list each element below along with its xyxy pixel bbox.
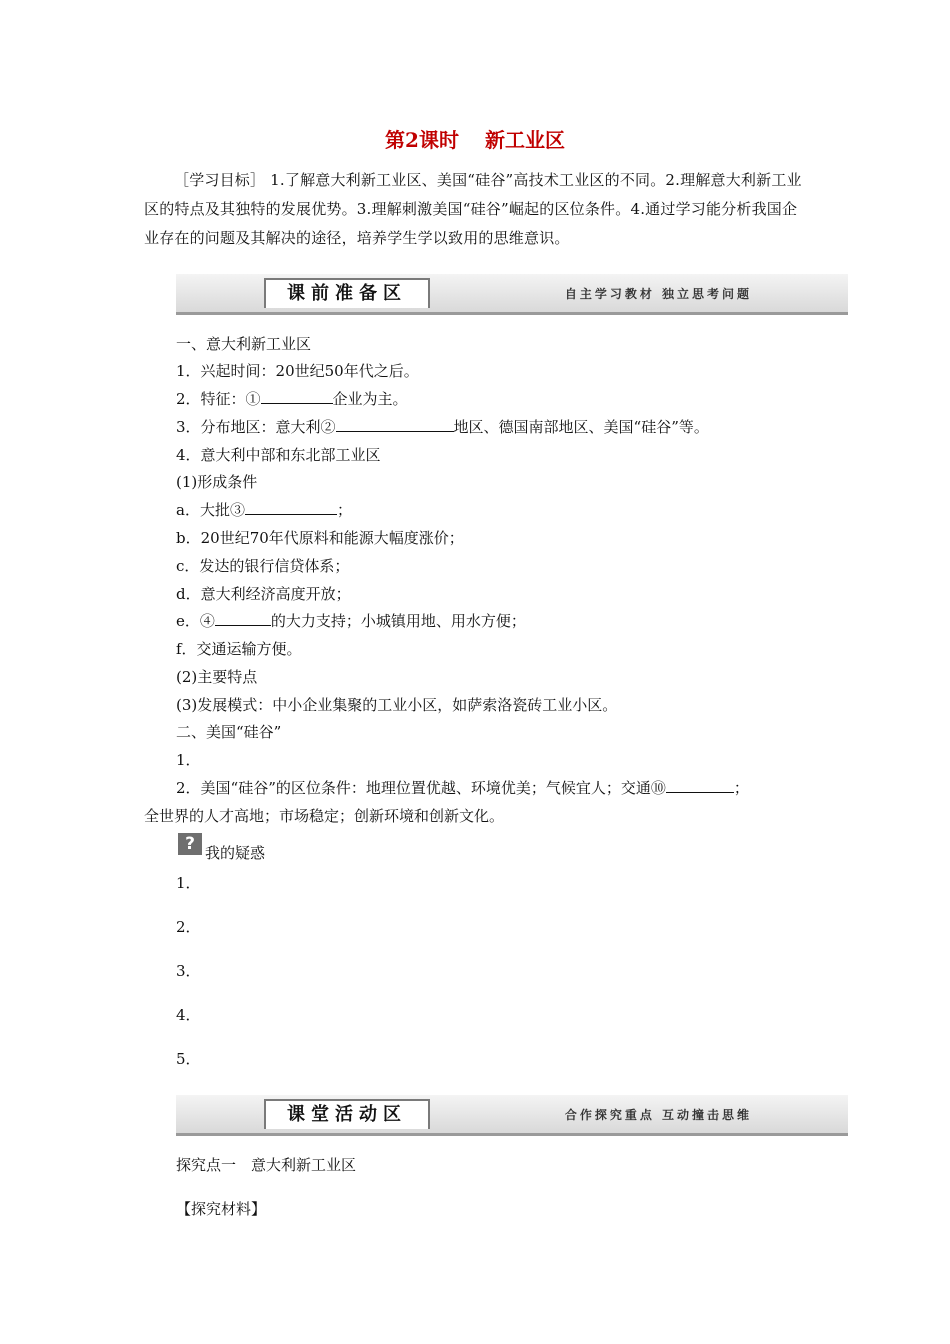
fill-blank[interactable] [336, 417, 454, 432]
section-banner-class [176, 1095, 848, 1136]
doubt-item: 4． [176, 1006, 201, 1024]
list-item: 4．意大利中部和东北部工业区 [176, 446, 381, 464]
section-banner-prep [176, 274, 848, 315]
fill-blank[interactable] [245, 500, 337, 515]
list-item: 1． [176, 751, 201, 769]
fill-blank[interactable] [666, 778, 734, 793]
doubt-item: 5． [176, 1050, 201, 1068]
doubt-item: 3． [176, 962, 201, 980]
sub-heading: (1)形成条件 [176, 473, 258, 491]
list-item-continued: 全世界的人才高地；市场稳定；创新环境和创新文化。 [144, 807, 505, 825]
list-item: e．④ 的大力支持；小城镇用地、用水方便； [176, 612, 526, 630]
learning-objectives: ［学习目标］ 1.了解意大利新工业区、美国“硅谷”高技术工业区的不同。2.理解意大利新工业区的特点及其独特的发展优势。3.理解刺激美国“硅谷”崛起的区位条件。4.通过学习能分析我国企业存在的问题及其解决的途径，培养学生学以致用的思维意识。 [144, 171, 802, 247]
question-icon: ? [178, 833, 202, 855]
list-item: 3．分布地区：意大利② 地区、德国南部地区、美国“硅谷”等。 [176, 418, 709, 436]
list-item: d．意大利经济高度开放； [176, 585, 351, 603]
heading-italy: 一、意大利新工业区 [176, 335, 312, 353]
list-item: b．20世纪70年代原料和能源大幅度涨价； [176, 529, 464, 547]
list-item: a．大批③ ； [176, 501, 352, 519]
list-item: f．交通运输方便。 [176, 640, 302, 658]
fill-blank[interactable] [215, 611, 271, 626]
heading-silicon-valley: 二、美国“硅谷” [176, 723, 282, 741]
banner-tab: 课堂活动区 [264, 1099, 430, 1129]
lesson-name: 新工业区 [484, 128, 565, 152]
banner-tab: 课前准备区 [264, 278, 430, 308]
lesson-number: 第2课时 [385, 128, 459, 152]
list-item: 1．兴起时间：20世纪50年代之后。 [176, 362, 419, 380]
doubt-item: 1． [176, 874, 201, 892]
doubt-item: 2． [176, 918, 201, 936]
banner-slogan: 合作探究重点 互动撞击思维 [564, 1108, 752, 1122]
page-title [0, 124, 950, 153]
banner-slogan: 自主学习教材 独立思考问题 [564, 287, 752, 301]
fill-blank[interactable] [261, 389, 333, 404]
sub-heading: (2)主要特点 [176, 668, 258, 686]
doubts-label: 我的疑惑 [205, 844, 266, 862]
list-item: 2．特征：① 企业为主。 [176, 390, 408, 408]
sub-heading: (3)发展模式：中小企业集聚的工业小区，如萨索洛瓷砖工业小区。 [176, 696, 618, 714]
explore-point-heading: 探究点一 意大利新工业区 [176, 1156, 357, 1174]
explore-material-heading: 【探究材料】 [176, 1200, 267, 1218]
list-item: 2．美国“硅谷”的区位条件：地理位置优越、环境优美；气候宜人；交通⑩ ； [176, 779, 749, 797]
list-item: c．发达的银行信贷体系； [176, 557, 350, 575]
